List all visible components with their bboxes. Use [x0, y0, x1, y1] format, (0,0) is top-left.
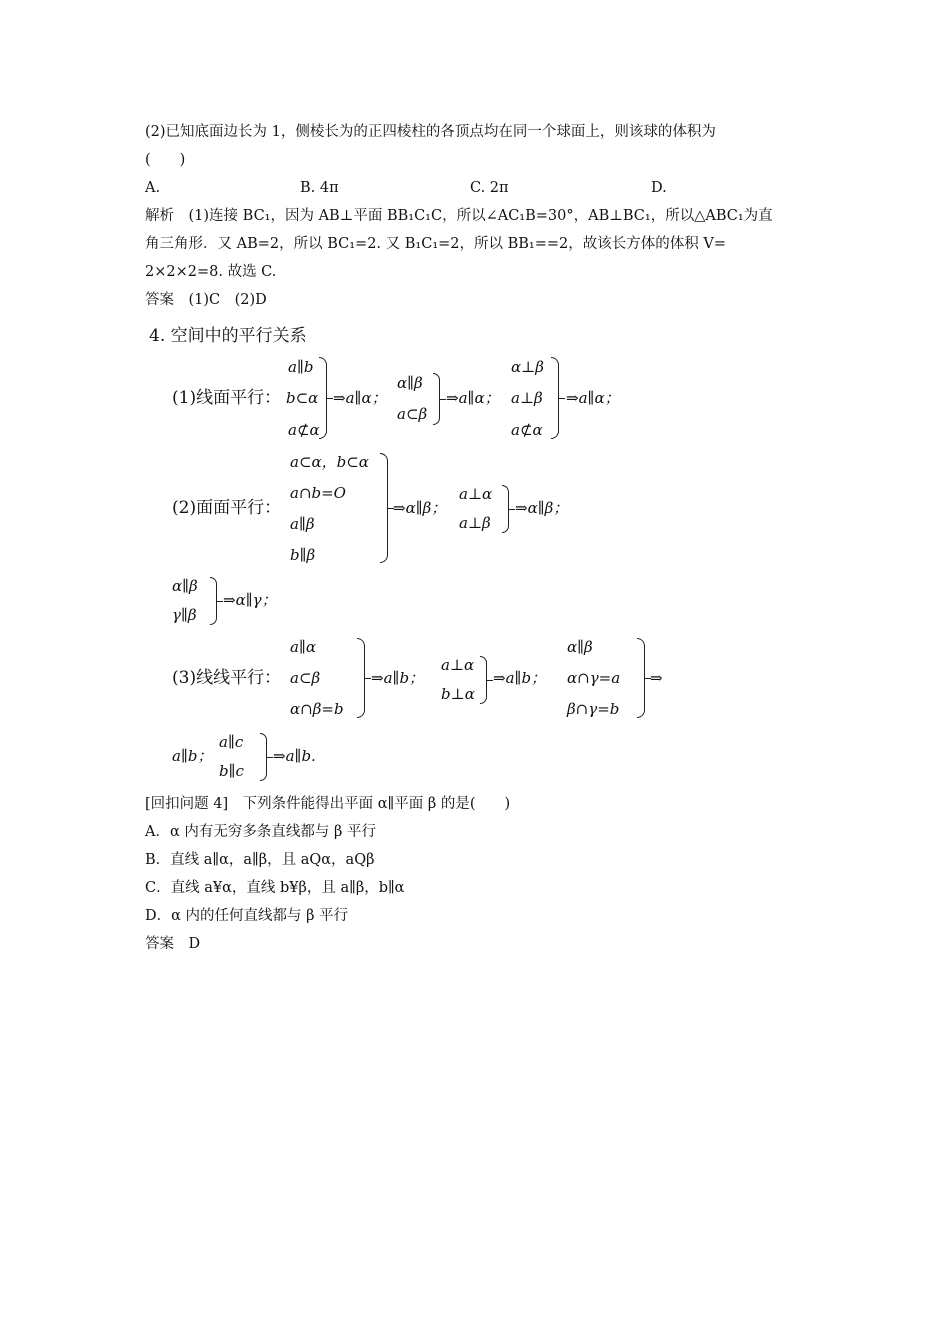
p2-result-1: ⇒α∥β；: [393, 499, 447, 517]
p3-g1-c2: a⊂β: [290, 669, 321, 687]
analysis-line-1: 解析 (1)连接 BC₁，因为 AB⊥平面 BB₁C₁C，所以∠AC₁B=30°，AB⊥BC₁，所以△ABC₁为直: [145, 208, 773, 224]
p1-g2-c1: α∥β: [397, 374, 423, 392]
p2-g1-c1: a⊂α，b⊂α: [290, 453, 369, 471]
p2-brace-3: [210, 577, 217, 625]
p3-g2-c2: b⊥α: [441, 685, 475, 703]
p1-g3-c2: a⊥β: [511, 389, 543, 407]
p1-result-1: ⇒a∥α；: [333, 389, 387, 407]
p3-g1-c3: α∩β=b: [290, 700, 344, 718]
p3-brace-3: [637, 638, 645, 718]
p1-g1-c1: a∥b: [288, 358, 314, 376]
p3-g4-c1: a∥c: [219, 733, 244, 751]
p3-brace-1: [357, 638, 365, 718]
p1-g2-c2: a⊂β: [397, 405, 428, 423]
review-option-c: C．直线 a¥α，直线 b¥β，且 a∥β，b∥α: [145, 880, 405, 896]
p3-result-4: ⇒a∥b.: [273, 747, 316, 765]
p2-g3-c2: γ∥β: [172, 606, 197, 624]
p3-g4-c2: b∥c: [219, 762, 244, 780]
option-d: D.: [651, 180, 667, 196]
review-option-b: B．直线 a∥α，a∥β，且 aQα，aQβ: [145, 852, 375, 868]
p3-g3-c3: β∩γ=b: [567, 700, 620, 718]
p2-g1-c4: b∥β: [290, 546, 316, 564]
p3-result-1: ⇒a∥b；: [371, 669, 425, 687]
review-answer: 答案 D: [145, 936, 201, 952]
review-question-title: [回扣问题 4] 下列条件能得出平面 α∥平面 β 的是( ): [145, 796, 511, 812]
option-b: B. 4π: [300, 180, 339, 196]
p2-g2-c1: a⊥α: [459, 485, 493, 503]
p1-result-2: ⇒a∥α；: [446, 389, 500, 407]
p3-g3-c1: α∥β: [567, 638, 593, 656]
p1-brace-2: [433, 373, 440, 425]
p2-brace-1: [380, 453, 388, 563]
question-2-line-2: ( ): [145, 152, 186, 168]
p3-brace-2: [480, 656, 487, 704]
p3-g2-c1: a⊥α: [441, 656, 475, 674]
p1-g3-c3: a⊄α: [511, 421, 543, 439]
p3-label: (3)线线平行：: [172, 668, 282, 688]
option-c: C. 2π: [470, 180, 509, 196]
p2-result-3: ⇒α∥γ；: [223, 591, 277, 609]
analysis-line-3: 2×2×2=8. 故选 C.: [145, 264, 277, 280]
option-a: A.: [145, 180, 161, 196]
p3-g3-c2: α∩γ=a: [567, 669, 621, 687]
review-option-a: A．α 内有无穷多条直线都与 β 平行: [145, 824, 376, 840]
p2-g1-c2: a∩b=O: [290, 484, 346, 502]
question-2-line-1: (2)已知底面边长为 1，侧棱长为的正四棱柱的各顶点均在同一个球面上，则该球的体积为: [145, 124, 716, 140]
p3-brace-4: [260, 733, 267, 781]
p2-label: (2)面面平行：: [172, 498, 282, 518]
p1-brace-1: [319, 357, 327, 439]
p2-g3-c1: α∥β: [172, 577, 198, 595]
p1-g3-c1: α⊥β: [511, 358, 544, 376]
p2-g1-c3: a∥β: [290, 515, 315, 533]
p1-result-3: ⇒a∥α；: [566, 389, 620, 407]
p1-brace-3: [551, 357, 559, 439]
p2-result-2: ⇒α∥β；: [515, 499, 569, 517]
analysis-line-2: 角三角形．又 AB=2，所以 BC₁=2. 又 B₁C₁=2，所以 BB₁==2，故该长方体的体积 V=: [145, 236, 726, 252]
p3-result-2: ⇒a∥b；: [493, 669, 547, 687]
p2-brace-2: [502, 485, 509, 533]
p1-g1-c3: a⊄α: [288, 421, 320, 439]
p3-g1-c1: a∥α: [290, 638, 317, 656]
review-option-d: D．α 内的任何直线都与 β 平行: [145, 908, 349, 924]
p1-g1-c2: b⊂α: [286, 389, 319, 407]
p3-g4-prefix: a∥b；: [172, 747, 213, 765]
answer-1: 答案 (1)C (2)D: [145, 292, 267, 308]
p3-result-3: ⇒: [650, 669, 663, 687]
section-heading: 4. 空间中的平行关系: [149, 326, 307, 346]
p1-label: (1)线面平行：: [172, 388, 282, 408]
p2-g2-c2: a⊥β: [459, 514, 491, 532]
